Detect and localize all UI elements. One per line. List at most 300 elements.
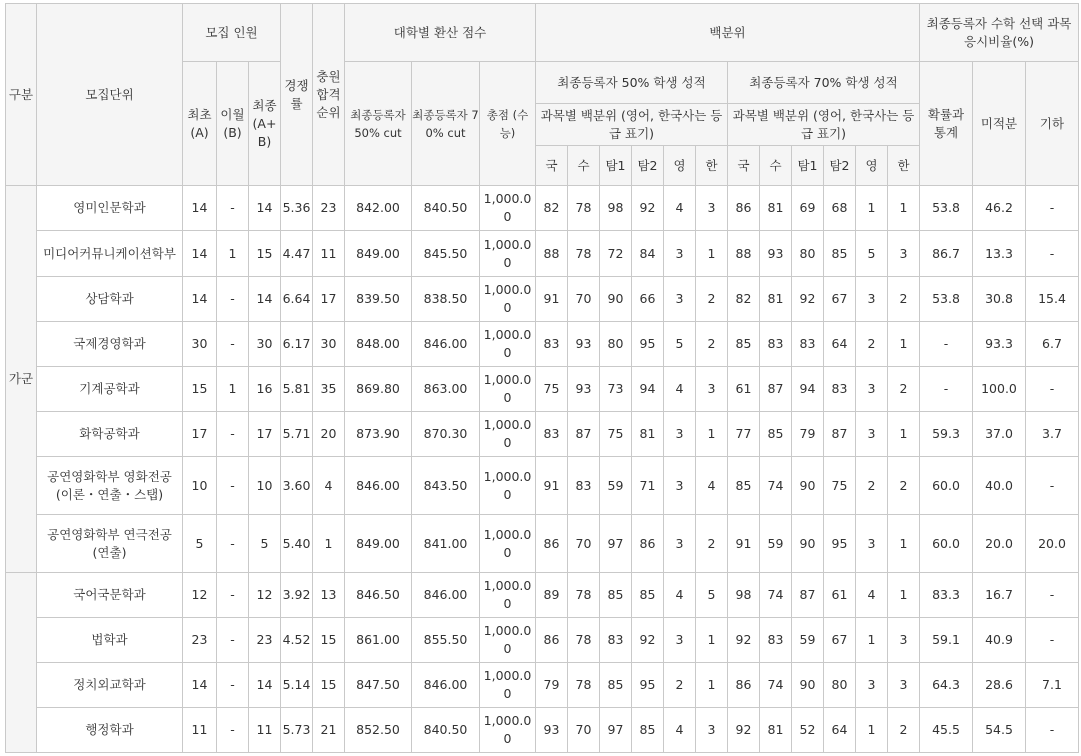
p70-percentile: 83	[824, 367, 856, 412]
p50-percentile: 73	[600, 367, 632, 412]
p70-percentile: 77	[728, 412, 760, 457]
competition-rate: 5.71	[281, 412, 313, 457]
score-70-cut: 855.50	[412, 618, 480, 663]
math-ratio: -	[1026, 457, 1079, 515]
header-p50-subject: 탐2	[632, 146, 664, 186]
recruit-final: 17	[249, 412, 281, 457]
p50-percentile: 97	[600, 515, 632, 573]
p50-percentile: 70	[568, 277, 600, 322]
recruit-initial: 14	[183, 186, 217, 231]
score-70-cut: 863.00	[412, 367, 480, 412]
recruit-carryover: -	[217, 573, 249, 618]
math-ratio: -	[920, 367, 973, 412]
table-row	[6, 231, 1079, 277]
p70-percentile: 90	[792, 515, 824, 573]
recruit-final: 15	[249, 231, 281, 277]
header-p50-subject: 한	[696, 146, 728, 186]
unit-name: 미디어커뮤니케이션학부	[37, 231, 183, 277]
p70-percentile: 64	[824, 322, 856, 367]
unit-name: 공연영화학부 영화전공 (이론・연출・스탭)	[37, 457, 183, 515]
math-ratio: 53.8	[920, 186, 973, 231]
p50-percentile: 83	[536, 322, 568, 367]
waitlist-rank: 1	[313, 515, 345, 573]
recruit-initial: 12	[183, 573, 217, 618]
score-50-cut: 848.00	[345, 322, 412, 367]
p70-percentile: 69	[792, 186, 824, 231]
competition-rate: 5.36	[281, 186, 313, 231]
header-p50-note: 과목별 백분위 (영어, 한국사는 등급 표기)	[536, 104, 728, 146]
p70-percentile: 61	[728, 367, 760, 412]
math-ratio: 40.0	[973, 457, 1026, 515]
math-ratio: -	[1026, 708, 1079, 753]
recruit-initial: 30	[183, 322, 217, 367]
header-score: 대학별 환산 점수	[345, 4, 536, 62]
score-50-cut: 861.00	[345, 618, 412, 663]
p70-percentile: 88	[728, 231, 760, 277]
recruit-carryover: -	[217, 322, 249, 367]
unit-name: 국제경영학과	[37, 322, 183, 367]
p50-percentile: 78	[568, 231, 600, 277]
score-70-cut: 846.00	[412, 663, 480, 708]
p50-percentile: 78	[568, 663, 600, 708]
p50-percentile: 71	[632, 457, 664, 515]
p70-percentile: 1	[856, 618, 888, 663]
p50-percentile: 4	[664, 573, 696, 618]
p50-percentile: 91	[536, 277, 568, 322]
header-percentile: 백분위	[536, 4, 920, 62]
competition-rate: 6.64	[281, 277, 313, 322]
recruit-initial: 10	[183, 457, 217, 515]
p50-percentile: 3	[696, 367, 728, 412]
p50-percentile: 75	[536, 367, 568, 412]
p70-percentile: 3	[856, 515, 888, 573]
p70-percentile: 74	[760, 663, 792, 708]
group-label	[6, 573, 37, 753]
math-ratio: 45.5	[920, 708, 973, 753]
score-70-cut: 845.50	[412, 231, 480, 277]
p50-percentile: 85	[632, 708, 664, 753]
unit-name: 화학공학과	[37, 412, 183, 457]
unit-name: 기계공학과	[37, 367, 183, 412]
header-p70-subject: 영	[856, 146, 888, 186]
p50-percentile: 1	[696, 412, 728, 457]
p50-percentile: 4	[664, 186, 696, 231]
p70-percentile: 3	[856, 412, 888, 457]
header-p70-subject: 탐2	[824, 146, 856, 186]
p70-percentile: 3	[856, 367, 888, 412]
score-50-cut: 849.00	[345, 231, 412, 277]
math-ratio: 7.1	[1026, 663, 1079, 708]
header-p50-subject: 영	[664, 146, 696, 186]
p70-percentile: 68	[824, 186, 856, 231]
p50-percentile: 78	[568, 186, 600, 231]
p70-percentile: 5	[856, 231, 888, 277]
p50-percentile: 2	[664, 663, 696, 708]
header-unit: 모집단위	[37, 4, 183, 186]
score-total: 1,000.00	[480, 412, 536, 457]
recruit-final: 11	[249, 708, 281, 753]
p50-percentile: 75	[600, 412, 632, 457]
p70-percentile: 3	[888, 231, 920, 277]
header-group: 구분	[6, 4, 37, 186]
header-math-geo: 기하	[1026, 62, 1079, 186]
math-ratio: 40.9	[973, 618, 1026, 663]
p50-percentile: 92	[632, 618, 664, 663]
p50-percentile: 3	[664, 618, 696, 663]
waitlist-rank: 4	[313, 457, 345, 515]
p70-percentile: 52	[792, 708, 824, 753]
header-p70-subject: 수	[760, 146, 792, 186]
header-score-50: 최종등록자 50% cut	[345, 62, 412, 186]
waitlist-rank: 15	[313, 618, 345, 663]
math-ratio: -	[1026, 618, 1079, 663]
table-row	[6, 367, 1079, 412]
p70-percentile: 87	[824, 412, 856, 457]
score-total: 1,000.00	[480, 708, 536, 753]
p70-percentile: 92	[728, 708, 760, 753]
recruit-initial: 14	[183, 231, 217, 277]
math-ratio: 93.3	[973, 322, 1026, 367]
header-recruit-carryover: 이월 (B)	[217, 62, 249, 186]
p50-percentile: 83	[600, 618, 632, 663]
waitlist-rank: 20	[313, 412, 345, 457]
header-competition: 경쟁률	[281, 4, 313, 186]
p50-percentile: 4	[696, 457, 728, 515]
recruit-carryover: -	[217, 618, 249, 663]
p50-percentile: 4	[664, 367, 696, 412]
p70-percentile: 81	[760, 708, 792, 753]
table-row	[6, 412, 1079, 457]
recruit-carryover: -	[217, 663, 249, 708]
score-70-cut: 841.00	[412, 515, 480, 573]
waitlist-rank: 13	[313, 573, 345, 618]
p50-percentile: 1	[696, 618, 728, 663]
p50-percentile: 3	[696, 186, 728, 231]
math-ratio: 28.6	[973, 663, 1026, 708]
p50-percentile: 3	[664, 457, 696, 515]
score-70-cut: 870.30	[412, 412, 480, 457]
p70-percentile: 61	[824, 573, 856, 618]
competition-rate: 5.81	[281, 367, 313, 412]
p70-percentile: 2	[888, 277, 920, 322]
header-score-70: 최종등록자 70% cut	[412, 62, 480, 186]
p70-percentile: 64	[824, 708, 856, 753]
header-p70-subject: 탐1	[792, 146, 824, 186]
p70-percentile: 1	[888, 515, 920, 573]
p50-percentile: 86	[536, 618, 568, 663]
p70-percentile: 93	[760, 231, 792, 277]
p70-percentile: 92	[728, 618, 760, 663]
waitlist-rank: 11	[313, 231, 345, 277]
score-50-cut: 873.90	[345, 412, 412, 457]
p70-percentile: 87	[792, 573, 824, 618]
p50-percentile: 94	[632, 367, 664, 412]
unit-name: 행정학과	[37, 708, 183, 753]
score-total: 1,000.00	[480, 618, 536, 663]
recruit-final: 14	[249, 186, 281, 231]
p70-percentile: 85	[824, 231, 856, 277]
p50-percentile: 59	[600, 457, 632, 515]
p70-percentile: 91	[728, 515, 760, 573]
table-row	[6, 186, 1079, 231]
p50-percentile: 83	[536, 412, 568, 457]
math-ratio: -	[1026, 231, 1079, 277]
p70-percentile: 59	[792, 618, 824, 663]
p50-percentile: 98	[600, 186, 632, 231]
score-total: 1,000.00	[480, 663, 536, 708]
p50-percentile: 78	[568, 573, 600, 618]
header-p50-subject: 수	[568, 146, 600, 186]
p70-percentile: 1	[888, 412, 920, 457]
p70-percentile: 74	[760, 457, 792, 515]
score-50-cut: 846.50	[345, 573, 412, 618]
table-row	[6, 663, 1079, 708]
p50-percentile: 2	[696, 322, 728, 367]
recruit-final: 10	[249, 457, 281, 515]
recruit-carryover: -	[217, 515, 249, 573]
math-ratio: 37.0	[973, 412, 1026, 457]
p70-percentile: 2	[888, 457, 920, 515]
p70-percentile: 80	[824, 663, 856, 708]
score-50-cut: 842.00	[345, 186, 412, 231]
recruit-initial: 14	[183, 277, 217, 322]
p70-percentile: 67	[824, 618, 856, 663]
header-score-total: 총점 (수능)	[480, 62, 536, 186]
p70-percentile: 1	[888, 573, 920, 618]
header-math-ratio: 최종등록자 수학 선택 과목 응시비율(%)	[920, 4, 1079, 62]
score-50-cut: 869.80	[345, 367, 412, 412]
p50-percentile: 93	[568, 367, 600, 412]
recruit-initial: 11	[183, 708, 217, 753]
score-70-cut: 846.00	[412, 322, 480, 367]
recruit-final: 14	[249, 277, 281, 322]
recruit-initial: 15	[183, 367, 217, 412]
header-p70-subject: 국	[728, 146, 760, 186]
competition-rate: 4.47	[281, 231, 313, 277]
table-row	[6, 618, 1079, 663]
math-ratio: 100.0	[973, 367, 1026, 412]
recruit-final: 23	[249, 618, 281, 663]
score-total: 1,000.00	[480, 573, 536, 618]
competition-rate: 6.17	[281, 322, 313, 367]
math-ratio: 30.8	[973, 277, 1026, 322]
p50-percentile: 82	[536, 186, 568, 231]
score-70-cut: 846.00	[412, 573, 480, 618]
math-ratio: -	[1026, 186, 1079, 231]
p50-percentile: 3	[664, 231, 696, 277]
score-total: 1,000.00	[480, 367, 536, 412]
header-p70: 최종등록자 70% 학생 성적	[728, 62, 920, 104]
p50-percentile: 3	[664, 277, 696, 322]
math-ratio: -	[1026, 367, 1079, 412]
p50-percentile: 89	[536, 573, 568, 618]
table-row	[6, 515, 1079, 573]
p70-percentile: 85	[728, 322, 760, 367]
p50-percentile: 95	[632, 663, 664, 708]
p50-percentile: 2	[696, 515, 728, 573]
p50-percentile: 2	[696, 277, 728, 322]
p70-percentile: 3	[888, 618, 920, 663]
score-50-cut: 847.50	[345, 663, 412, 708]
table-row	[6, 322, 1079, 367]
p50-percentile: 3	[664, 412, 696, 457]
waitlist-rank: 35	[313, 367, 345, 412]
recruit-final: 16	[249, 367, 281, 412]
p50-percentile: 86	[632, 515, 664, 573]
p70-percentile: 86	[728, 663, 760, 708]
p50-percentile: 3	[696, 708, 728, 753]
score-50-cut: 852.50	[345, 708, 412, 753]
p50-percentile: 1	[696, 231, 728, 277]
p50-percentile: 81	[632, 412, 664, 457]
score-70-cut: 843.50	[412, 457, 480, 515]
math-ratio: 54.5	[973, 708, 1026, 753]
waitlist-rank: 17	[313, 277, 345, 322]
group-label: 가군	[6, 186, 37, 573]
recruit-initial: 5	[183, 515, 217, 573]
math-ratio: 86.7	[920, 231, 973, 277]
header-recruit-initial: 최초 (A)	[183, 62, 217, 186]
waitlist-rank: 21	[313, 708, 345, 753]
unit-name: 상담학과	[37, 277, 183, 322]
recruit-final: 30	[249, 322, 281, 367]
competition-rate: 5.40	[281, 515, 313, 573]
p70-percentile: 3	[888, 663, 920, 708]
score-total: 1,000.00	[480, 457, 536, 515]
math-ratio: 6.7	[1026, 322, 1079, 367]
math-ratio: 3.7	[1026, 412, 1079, 457]
admission-results-table	[5, 3, 1079, 753]
recruit-carryover: -	[217, 457, 249, 515]
p50-percentile: 66	[632, 277, 664, 322]
math-ratio: -	[1026, 573, 1079, 618]
p50-percentile: 84	[632, 231, 664, 277]
waitlist-rank: 15	[313, 663, 345, 708]
p70-percentile: 3	[856, 277, 888, 322]
p50-percentile: 95	[632, 322, 664, 367]
header-math-prob: 확률과 통계	[920, 62, 973, 186]
score-total: 1,000.00	[480, 322, 536, 367]
competition-rate: 3.92	[281, 573, 313, 618]
recruit-carryover: 1	[217, 231, 249, 277]
recruit-carryover: -	[217, 186, 249, 231]
p70-percentile: 74	[760, 573, 792, 618]
p70-percentile: 92	[792, 277, 824, 322]
score-50-cut: 846.00	[345, 457, 412, 515]
competition-rate: 4.52	[281, 618, 313, 663]
unit-name: 정치외교학과	[37, 663, 183, 708]
score-50-cut: 849.00	[345, 515, 412, 573]
score-total: 1,000.00	[480, 231, 536, 277]
p50-percentile: 90	[600, 277, 632, 322]
p70-percentile: 85	[760, 412, 792, 457]
table-row	[6, 573, 1079, 618]
recruit-initial: 23	[183, 618, 217, 663]
header-p50-subject: 탐1	[600, 146, 632, 186]
p70-percentile: 59	[760, 515, 792, 573]
unit-name: 영미인문학과	[37, 186, 183, 231]
p50-percentile: 91	[536, 457, 568, 515]
p70-percentile: 2	[856, 322, 888, 367]
p50-percentile: 87	[568, 412, 600, 457]
math-ratio: 60.0	[920, 515, 973, 573]
p70-percentile: 86	[728, 186, 760, 231]
p50-percentile: 1	[696, 663, 728, 708]
recruit-final: 12	[249, 573, 281, 618]
table-row	[6, 708, 1079, 753]
unit-name: 국어국문학과	[37, 573, 183, 618]
header-p50-subject: 국	[536, 146, 568, 186]
math-ratio: -	[920, 322, 973, 367]
p50-percentile: 85	[600, 663, 632, 708]
score-70-cut: 840.50	[412, 186, 480, 231]
p70-percentile: 1	[888, 186, 920, 231]
p70-percentile: 79	[792, 412, 824, 457]
p50-percentile: 80	[600, 322, 632, 367]
p70-percentile: 1	[856, 708, 888, 753]
p50-percentile: 5	[664, 322, 696, 367]
p50-percentile: 78	[568, 618, 600, 663]
p70-percentile: 94	[792, 367, 824, 412]
p50-percentile: 70	[568, 708, 600, 753]
p50-percentile: 97	[600, 708, 632, 753]
math-ratio: 15.4	[1026, 277, 1079, 322]
p50-percentile: 79	[536, 663, 568, 708]
p70-percentile: 82	[728, 277, 760, 322]
score-total: 1,000.00	[480, 515, 536, 573]
p70-percentile: 81	[760, 186, 792, 231]
math-ratio: 83.3	[920, 573, 973, 618]
p70-percentile: 75	[824, 457, 856, 515]
p50-percentile: 93	[568, 322, 600, 367]
score-70-cut: 840.50	[412, 708, 480, 753]
p70-percentile: 2	[888, 708, 920, 753]
recruit-carryover: -	[217, 412, 249, 457]
p50-percentile: 88	[536, 231, 568, 277]
recruit-carryover: -	[217, 708, 249, 753]
p70-percentile: 85	[728, 457, 760, 515]
p70-percentile: 90	[792, 663, 824, 708]
p50-percentile: 4	[664, 708, 696, 753]
p70-percentile: 2	[888, 367, 920, 412]
p50-percentile: 3	[664, 515, 696, 573]
header-p70-note: 과목별 백분위 (영어, 한국사는 등급 표기)	[728, 104, 920, 146]
p50-percentile: 5	[696, 573, 728, 618]
p50-percentile: 70	[568, 515, 600, 573]
p70-percentile: 1	[856, 186, 888, 231]
score-70-cut: 838.50	[412, 277, 480, 322]
p50-percentile: 85	[632, 573, 664, 618]
math-ratio: 13.3	[973, 231, 1026, 277]
header-math-calc: 미적분	[973, 62, 1026, 186]
score-50-cut: 839.50	[345, 277, 412, 322]
p50-percentile: 86	[536, 515, 568, 573]
table-row	[6, 277, 1079, 322]
recruit-initial: 17	[183, 412, 217, 457]
unit-name: 공연영화학부 연극전공 (연출)	[37, 515, 183, 573]
math-ratio: 59.1	[920, 618, 973, 663]
competition-rate: 3.60	[281, 457, 313, 515]
p70-percentile: 1	[888, 322, 920, 367]
p50-percentile: 85	[600, 573, 632, 618]
unit-name: 법학과	[37, 618, 183, 663]
score-total: 1,000.00	[480, 277, 536, 322]
p70-percentile: 83	[760, 322, 792, 367]
p70-percentile: 3	[856, 663, 888, 708]
competition-rate: 5.73	[281, 708, 313, 753]
recruit-carryover: 1	[217, 367, 249, 412]
recruit-initial: 14	[183, 663, 217, 708]
